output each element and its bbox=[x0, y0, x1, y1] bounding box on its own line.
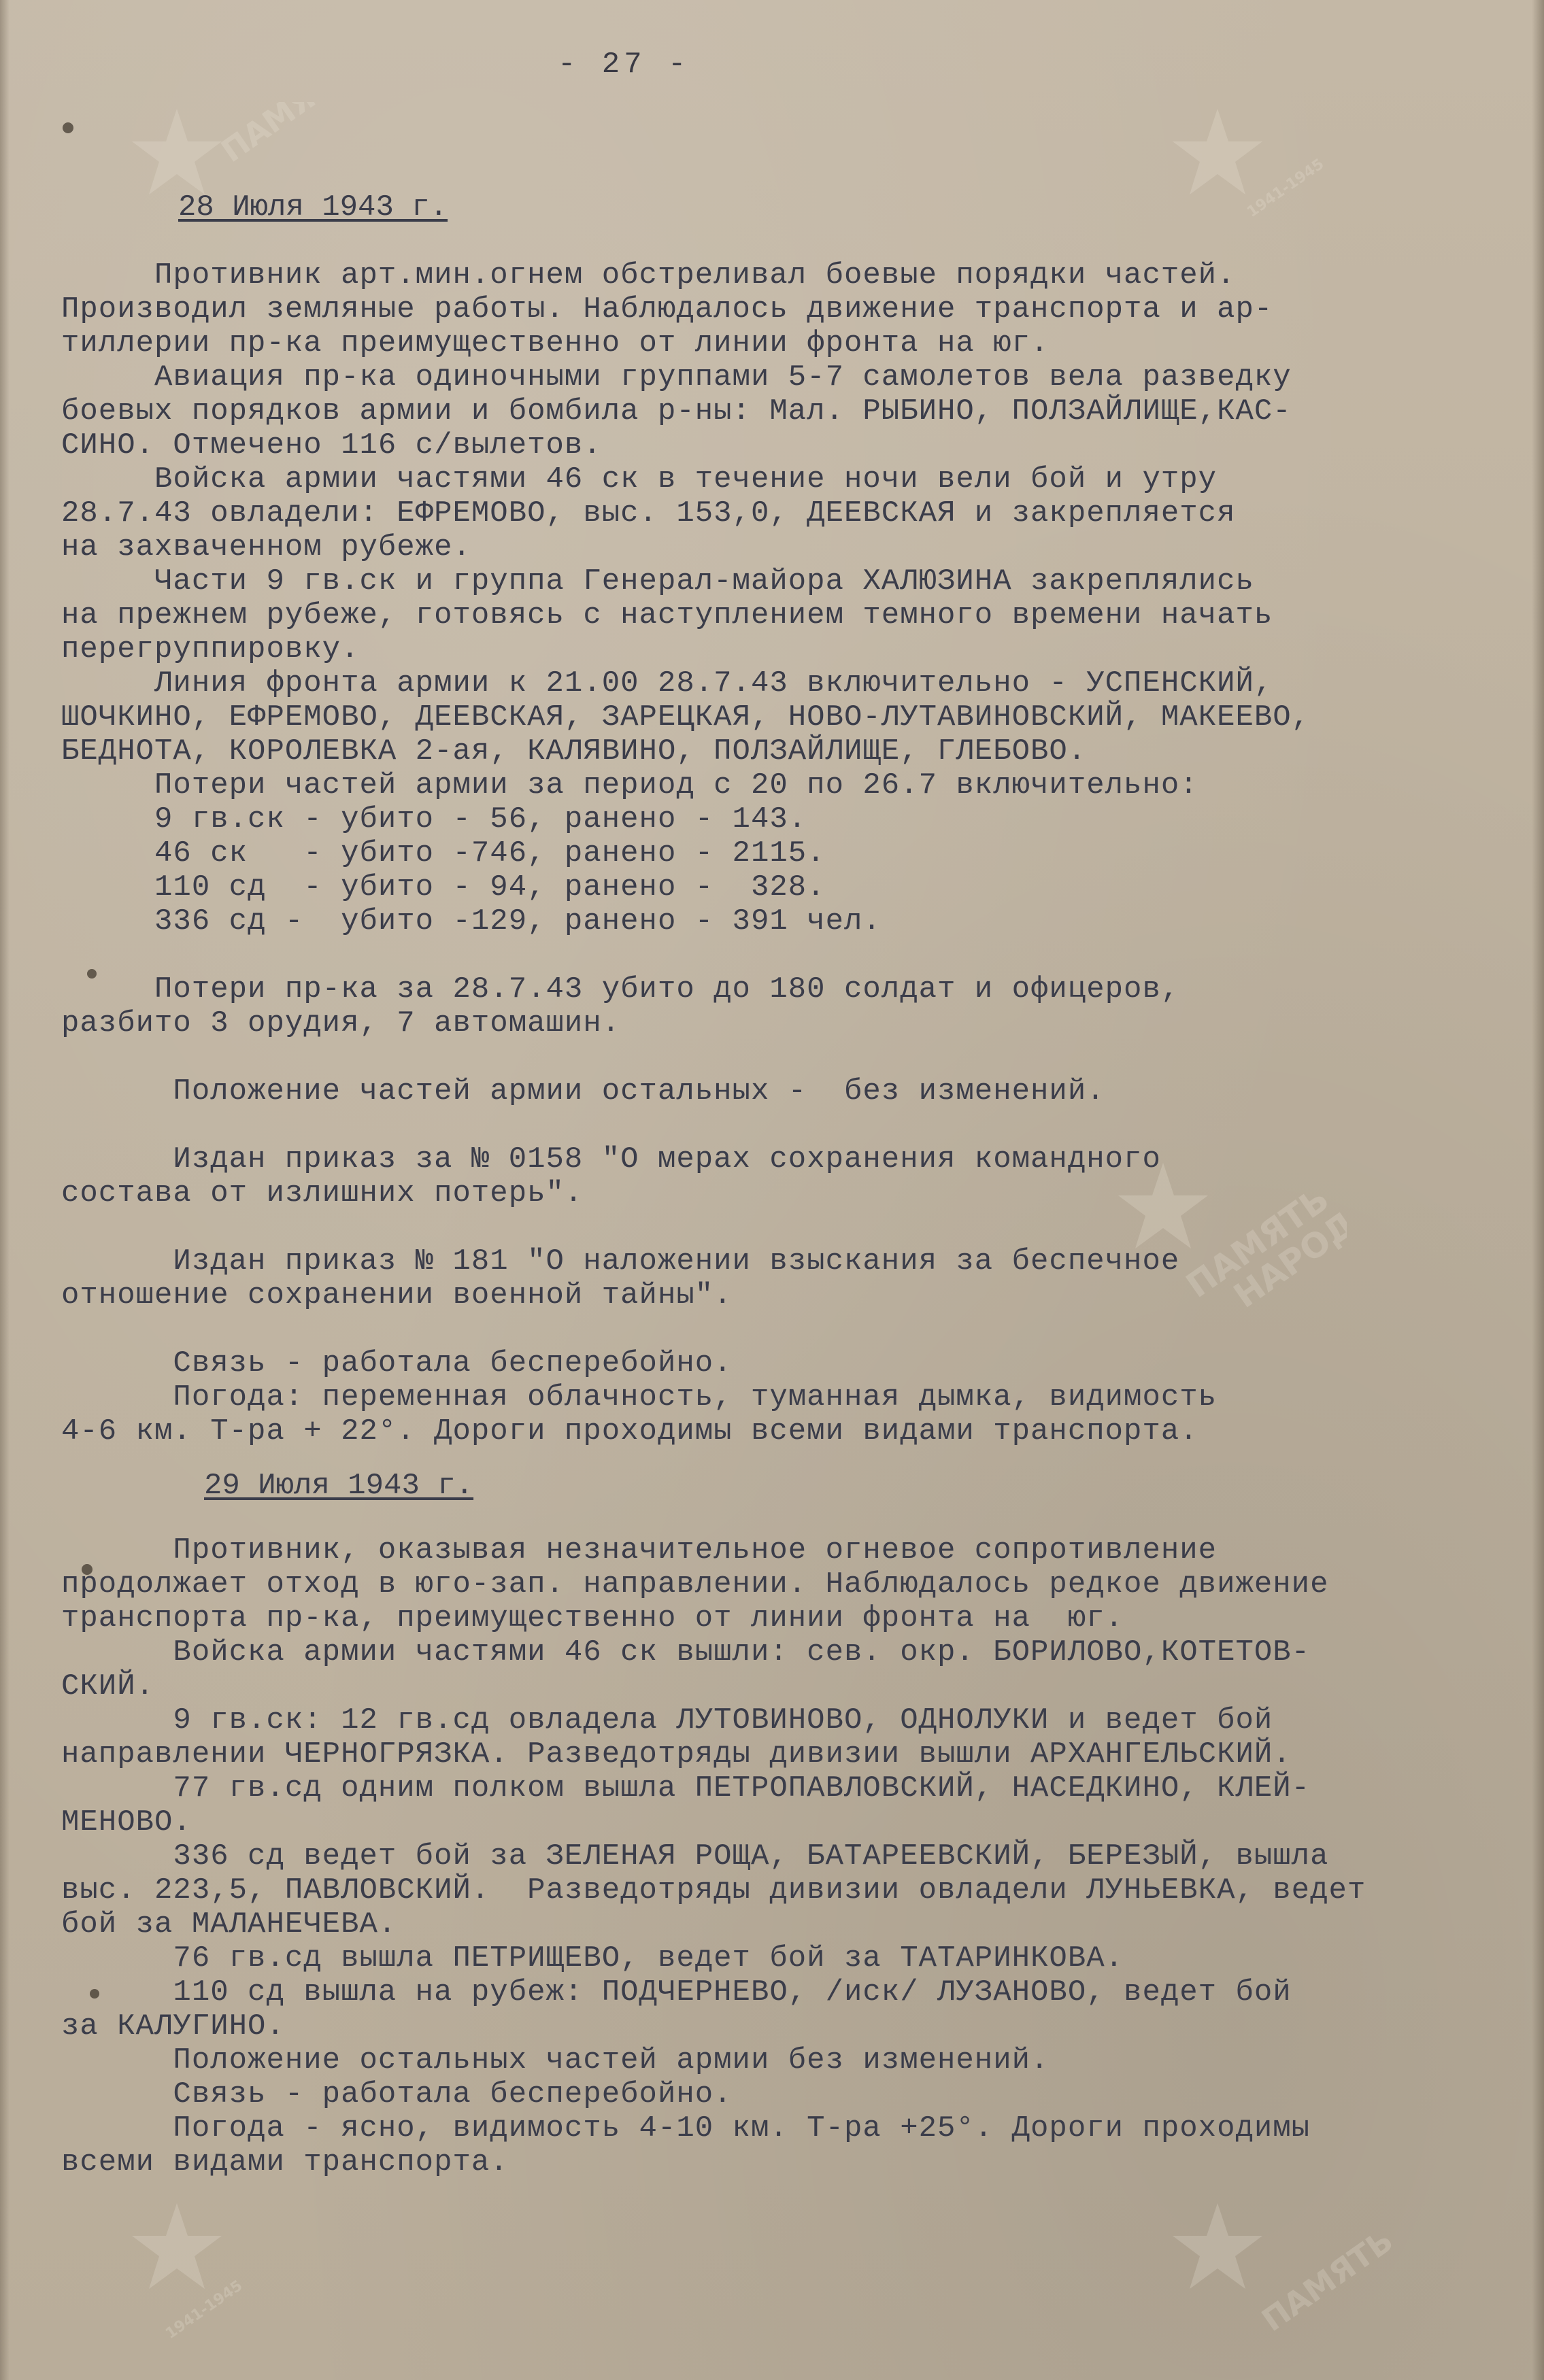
text-line bbox=[61, 1210, 1449, 1244]
text-line: бой за МАЛАНЕЧЕВА. bbox=[61, 1907, 397, 1941]
text-line bbox=[61, 938, 1449, 972]
text-line: на захваченном рубеже. bbox=[61, 530, 471, 564]
text-line: СИНО. Отмечено 116 с/вылетов. bbox=[61, 428, 602, 462]
text-line: Связь - работала бесперебойно. bbox=[61, 2077, 733, 2111]
text-line: Войска армии частями 46 ск в течение ночи вели бой и утру bbox=[61, 462, 1218, 496]
text-line: за КАЛУГИНО. bbox=[61, 2009, 285, 2043]
text-line: Войска армии частями 46 ск вышли: сев. окр. БОРИЛОВО,КОТЕТОВ- bbox=[61, 1635, 1311, 1669]
text-line: 28.7.43 овладели: ЕФРЕМОВО, выс. 153,0, ДЕЕВСКАЯ и закрепляется bbox=[61, 496, 1236, 530]
watermark-logo bbox=[1170, 102, 1401, 258]
text-line: Части 9 гв.ск и группа Генерал-майора ХАЛЮЗИНА закреплялись bbox=[61, 564, 1254, 598]
svg-text:ПАМЯТЬ: ПАМЯТЬ bbox=[214, 102, 359, 170]
text-line: Авиация пр-ка одиночными группами 5-7 самолетов вела разведку bbox=[61, 360, 1292, 394]
text-line: Противник арт.мин.огнем обстреливал боевые порядки частей. bbox=[61, 258, 1236, 292]
text-line: 110 сд - убито - 94, ранено - 328. bbox=[61, 870, 826, 904]
text-line: транспорта пр-ка, преимущественно от линии фронта на юг. bbox=[61, 1601, 1124, 1635]
text-line: Положение остальных частей армии без изменений. bbox=[61, 2043, 1050, 2077]
text-line: Погода: переменная облачность, туманная дымка, видимость bbox=[61, 1380, 1218, 1414]
text-line: перегруппировку. bbox=[61, 632, 360, 666]
text-line: продолжает отход в юго-зап. направлении. Наблюдалось редкое движение bbox=[61, 1567, 1329, 1601]
svg-text:1941-1945: 1941-1945 bbox=[1244, 155, 1328, 221]
text-line: ШОЧКИНО, ЕФРЕМОВО, ДЕЕВСКАЯ, ЗАРЕЦКАЯ, НОВО-ЛУТАВИНОВСКИЙ, МАКЕЕВО, bbox=[61, 700, 1311, 734]
text-line bbox=[61, 1040, 1449, 1074]
text-line: Противник, оказывая незначительное огневое сопротивление bbox=[61, 1533, 1218, 1567]
text-line: Погода - ясно, видимость 4-10 км. Т-ра +25°. Дороги проходимы bbox=[61, 2111, 1311, 2145]
text-line: Потери пр-ка за 28.7.43 убито до 180 солдат и офицеров, bbox=[61, 972, 1180, 1006]
text-line: Издан приказ № 181 "О наложении взыскания за беспечное bbox=[61, 1244, 1180, 1278]
star-watermark-icon bbox=[129, 2196, 360, 2353]
entry-date-heading: 29 Июля 1943 г. bbox=[204, 1469, 474, 1503]
text-line: состава от излишних потерь". bbox=[61, 1176, 584, 1210]
text-line: Производил земляные работы. Наблюдалось движение транспорта и ар- bbox=[61, 292, 1273, 326]
text-line: разбито 3 орудия, 7 автомашин. bbox=[61, 1006, 621, 1040]
svg-text:ПАМЯТЬ: ПАМЯТЬ bbox=[1255, 2222, 1400, 2339]
star-watermark-icon bbox=[1170, 102, 1401, 258]
text-line: СКИЙ. bbox=[61, 1669, 155, 1703]
text-line: 77 гв.сд одним полком вышла ПЕТРОПАВЛОВСКИЙ, НАСЕДКИНО, КЛЕЙ- bbox=[61, 1771, 1311, 1805]
page-edge-shadow-right bbox=[1532, 0, 1544, 2380]
svg-text:НАРОДА: НАРОДА bbox=[1226, 1188, 1347, 1312]
ink-spot bbox=[63, 122, 73, 133]
text-line: 46 ск - убито -746, ранено - 2115. bbox=[61, 836, 826, 870]
text-line: БЕДНОТА, КОРОЛЕВКА 2-ая, КАЛЯВИНО, ПОЛЗАЙЛИЩЕ, ГЛЕБОВО. bbox=[61, 734, 1087, 768]
text-line: 4-6 км. Т-ра + 22°. Дороги проходимы всеми видами транспорта. bbox=[61, 1414, 1198, 1448]
text-line: всеми видами транспорта. bbox=[61, 2145, 509, 2179]
text-line: Издан приказ за № 0158 "О мерах сохранения командного bbox=[61, 1142, 1161, 1176]
text-line: тиллерии пр-ка преимущественно от линии фронта на юг. bbox=[61, 326, 1050, 360]
watermark-logo bbox=[129, 102, 360, 258]
text-line bbox=[61, 1108, 1449, 1142]
text-line: 9 гв.ск - убито - 56, ранено - 143. bbox=[61, 802, 807, 836]
text-line: выс. 223,5, ПАВЛОВСКИЙ. Разведотряды дивизии овладели ЛУНЬЕВКА, ведет bbox=[61, 1873, 1366, 1907]
svg-text:ПАМЯТЬ: ПАМЯТЬ bbox=[1179, 1179, 1337, 1306]
star-watermark-icon bbox=[129, 102, 360, 258]
text-line: на прежнем рубеже, готовясь с наступлением темного времени начать bbox=[61, 598, 1273, 632]
text-line: 9 гв.ск: 12 гв.сд овладела ЛУТОВИНОВО, ОДНОЛУКИ и ведет бой bbox=[61, 1703, 1273, 1737]
text-line: МЕНОВО. bbox=[61, 1805, 192, 1839]
watermark-logo bbox=[129, 2196, 360, 2353]
text-line: Положение частей армии остальных - без изменений. bbox=[61, 1074, 1105, 1108]
entry-body-day2 bbox=[61, 1533, 1449, 2179]
entry-body-day1 bbox=[61, 258, 1449, 1448]
text-line: 336 сд ведет бой за ЗЕЛЕНАЯ РОЩА, БАТАРЕЕВСКИЙ, БЕРЕЗЫЙ, вышла bbox=[61, 1839, 1329, 1873]
text-line: Линия фронта армии к 21.00 28.7.43 включительно - УСПЕНСКИЙ, bbox=[61, 666, 1273, 700]
text-line: направлении ЧЕРНОГРЯЗКА. Разведотряды дивизии вышли АРХАНГЕЛЬСКИЙ. bbox=[61, 1737, 1292, 1771]
star-watermark-icon bbox=[1170, 2196, 1401, 2353]
text-line: Связь - работала бесперебойно. bbox=[61, 1346, 733, 1380]
text-line: боевых порядков армии и бомбила р-ны: Мал. РЫБИНО, ПОЛЗАЙЛИЩЕ,КАС- bbox=[61, 394, 1292, 428]
text-line: 76 гв.сд вышла ПЕТРИЩЕВО, ведет бой за ТАТАРИНКОВА. bbox=[61, 1941, 1124, 1975]
text-line bbox=[61, 1312, 1449, 1346]
text-line: 336 сд - убито -129, ранено - 391 чел. bbox=[61, 904, 882, 938]
page-edge-shadow-left bbox=[0, 0, 10, 2380]
text-line: 110 сд вышла на рубеж: ПОДЧЕРНЕВО, /иск/ ЛУЗАНОВО, ведет бой bbox=[61, 1975, 1292, 2009]
entry-date-heading: 28 Июля 1943 г. bbox=[178, 190, 448, 224]
svg-text:1941-1945: 1941-1945 bbox=[163, 2277, 246, 2343]
text-line: Потери частей армии за период с 20 по 26.7 включительно: bbox=[61, 768, 1198, 802]
text-line: отношение сохранении военной тайны". bbox=[61, 1278, 733, 1312]
watermark-logo bbox=[1170, 2196, 1401, 2353]
page-number: - 27 - bbox=[558, 48, 690, 82]
